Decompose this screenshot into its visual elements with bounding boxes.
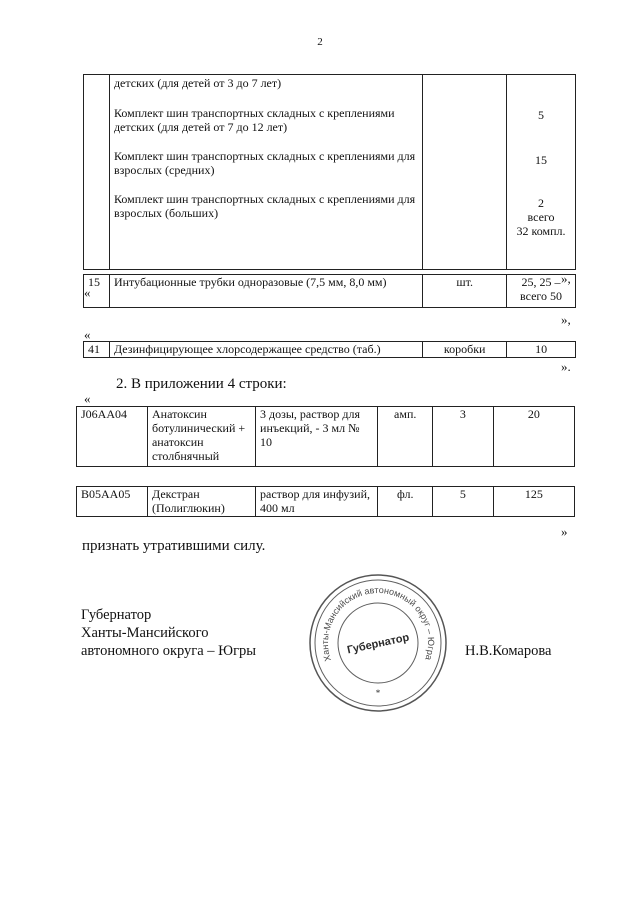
signature-line-1: Губернатор: [81, 607, 152, 623]
row41-unit: коробки: [423, 342, 507, 358]
quote-close-1: »,: [561, 271, 571, 286]
stamp-ring-text: Ханты-Мансийский автономный округ – Югра: [319, 584, 437, 663]
col-unit: [423, 75, 507, 270]
row15-num: 15: [84, 275, 110, 308]
item-name: детских (для детей от 3 до 7 лет): [113, 76, 282, 90]
total-value: 32 компл.: [516, 224, 566, 238]
row15-qty: [507, 275, 576, 308]
b05-code: B05AA05: [77, 487, 148, 517]
quote-open-3: «: [84, 391, 91, 406]
row41-name: Дезинфицирующее хлорсодержащее средство (таб.): [109, 342, 422, 358]
item-name: Комплект шин транспортных складных с креплениями детских (для детей от 7 до 12 лет): [113, 106, 395, 134]
row15-unit: шт.: [423, 275, 507, 308]
quote-close-2: »,: [561, 312, 571, 327]
item-name: Комплект шин транспортных складных с креплениями для взрослых (средних): [113, 149, 416, 177]
quote-open-1: «: [84, 285, 91, 300]
signature-line-3: автономного округа – Югры: [81, 643, 257, 659]
row41-num: 41: [84, 342, 110, 358]
signature-line-2: Ханты-Мансийского: [81, 625, 209, 641]
signature-block: [81, 606, 256, 660]
b05-name: Декстран (Полиглюкин): [147, 487, 255, 517]
item-qty: 5: [538, 108, 545, 122]
stamp-center-text: Губернатор: [346, 631, 411, 657]
table-row-41: [83, 341, 576, 358]
quote-close-4: »: [561, 524, 568, 539]
void-text: признать утратившими силу.: [82, 538, 266, 554]
j06-qty: 20: [493, 407, 574, 467]
total-label: всего: [527, 210, 555, 224]
b05-count: 5: [432, 487, 493, 517]
table-row-15: [83, 274, 576, 308]
star-icon: *: [375, 688, 381, 698]
row15-qty-line1: 25, 25 –: [521, 275, 561, 289]
official-stamp: [303, 568, 453, 718]
row15-name: Интубационные трубки одноразовые (7,5 мм, 8,0 мм): [109, 275, 422, 308]
item-qty: 15: [535, 153, 548, 167]
col-qty: [507, 75, 576, 270]
col-num: [84, 75, 110, 270]
row41-qty: 10: [507, 342, 576, 358]
table-transport-splints: [83, 74, 576, 270]
row15-qty-line2: всего 50: [520, 289, 563, 303]
quote-close-3: ».: [561, 359, 571, 374]
quote-open-2: «: [84, 327, 91, 342]
signature-name: Н.В.Комарова: [465, 643, 552, 659]
page-number: 2: [317, 36, 323, 48]
col-name: [109, 75, 422, 270]
j06-code: J06AA04: [77, 407, 148, 467]
j06-name: Анатоксин ботулинический + анатоксин столбнячный: [147, 407, 255, 467]
j06-unit: амп.: [378, 407, 433, 467]
table-row-b05aa05: [76, 486, 575, 517]
j06-count: 3: [432, 407, 493, 467]
section-2-heading: 2. В приложении 4 строки:: [116, 376, 287, 392]
j06-form: 3 дозы, раствор для инъекций, - 3 мл № 10: [256, 407, 378, 467]
b05-unit: фл.: [378, 487, 433, 517]
b05-form: раствор для инфузий, 400 мл: [256, 487, 378, 517]
table-row-j06aa04: [76, 406, 575, 467]
b05-qty: 125: [493, 487, 574, 517]
item-qty: 2: [538, 196, 545, 210]
item-name: Комплект шин транспортных складных с креплениями для взрослых (больших): [113, 192, 416, 220]
